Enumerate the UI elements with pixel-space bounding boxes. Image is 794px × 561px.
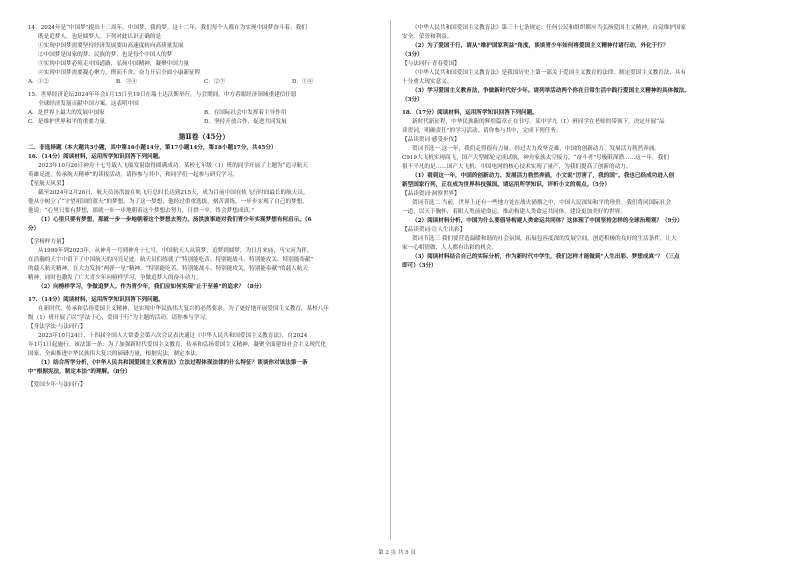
page-footer: 第 2 页 共 5 页 xyxy=(378,550,416,556)
question-text-line: 18．（17分）阅读材料，运用所学知识回答下列问题。 xyxy=(402,110,538,116)
answer-option: C．是维护世界和平的重要力量 xyxy=(28,119,105,125)
question-text-line: 2023年10月24日，十四届全国人大常委会第六次会议表决通过《中华人民共和国爱国主义教育法》，自2024 xyxy=(38,333,308,339)
question-text-line: C919大飞机实现商飞，国产大型邮轮完成试航，神舟家族太空接力，“奋斗者”号极限深潜……这一年，我们 xyxy=(402,155,669,161)
question-text-line: 2023年10月26日神舟十七号载人飞船发射取得圆满成功。某校七年级（1）班的同学开展了主题为“追寻航天 xyxy=(38,163,308,169)
question-text-line: （3）阅读材料结合自己的实际分析，作为新时代中学生，我们怎样才能做到“人生出彩、梦想成真”？（三点 xyxy=(412,254,680,260)
question-text-line: 家一心相情做，人人都有出彩的机会。 xyxy=(402,245,498,251)
question-text-line: （3）学习爱国主义教育法，争做新时代好少年。请列举活动两个你在日常生活中践行爱国主义精神的具体做法。 xyxy=(412,88,690,94)
left-column xyxy=(28,24,380,390)
question-text-line: （1）结合所学分析，《中华人民共和国爱国主义教育法》立法过程体现法律的什么特征？谈谈你对该法第一条 xyxy=(38,360,308,366)
question-text-line: 新时代新征程，中华民族新的辉煌篇章正在书写。某中学九（1）班同学在老师的带领下，决定开展“品 xyxy=(412,119,665,125)
question-text-line: 英雄足迹，传承航天精神”的读报活动。请你参与其中，和同学们一起参与研究学习。 xyxy=(28,172,238,178)
answer-options xyxy=(28,78,380,87)
question-text-line: 【品读贺词·洞察世界】 xyxy=(402,191,460,197)
question-text-line: 一道，以天下胸怀，着眼人类前途命运，推动构建人类命运共同体，建设更加美好的世界。 xyxy=(402,209,626,215)
answer-option: B．③④ xyxy=(116,79,137,85)
question-text-line: 既是追梦人，也是圆梦人。下列对此认识正确的是 xyxy=(38,34,162,40)
question-text-line: 【星航天风采】 xyxy=(28,181,68,187)
question-text-line: （3分） xyxy=(402,52,423,58)
question-text-line: 贺词节选三 我们要营造温暖和谐的社会氛围，拓展包容度深的发展空间，创造积极的良好的生活条件，让大 xyxy=(412,236,677,242)
question-text-line: 16．（14分）阅读材料，运用所学知识回答下列问题。 xyxy=(28,154,164,160)
question-text-line: 《中华人民共和国爱国主义教育法》第三十七条规定：任何公民和组织都应当弘扬爱国主义精神，自觉维护国家 xyxy=(412,25,687,31)
answer-options xyxy=(28,109,380,118)
answer-option: D．坚持开放合作，促进共同发展 xyxy=(204,119,287,125)
question-text-line: 【与法同行·青春爱国】 xyxy=(402,61,460,67)
question-text-line: （3分） xyxy=(402,97,423,103)
question-text-line: 【身法学法·与法同行】 xyxy=(28,324,86,330)
question-text-line: 很不平凡的是……国产大飞机、中国电网的核心技术实现了量产，为我们提高了创新的动力。 xyxy=(402,164,632,170)
question-text-line: 精神，同时也激发了广大青少年向榜样学习，争做追梦人的奋斗动力。 xyxy=(28,275,202,281)
question-text-line: ④实现中国梦需要凝心聚力，锲而不舍，奋力开启全面小康新征程 xyxy=(38,70,201,76)
question-text-line: 《中华人民共和国爱国主义教育法》是我国历史上第一部关于爱国主义教育的法律。制定爱国主义教育法，具有 xyxy=(412,70,687,76)
question-text-line: 的载人航天精神，在大力发扬“两弹一星”精神、“特别能吃苦、特别能战斗、特别能攻关、特别能奉献”的载人航天 xyxy=(28,266,308,272)
section-heading: 第Ⅱ卷（45分） xyxy=(178,132,230,141)
question-text-line: 级（1）班开展了以“学法于心，爱国于行”为主题的活动。请你参与学习。 xyxy=(28,315,211,321)
question-text-line: 【品读贺词·感受步伐】 xyxy=(402,137,460,143)
question-text-line: （1）心里只要有梦想，那就一步一步地朝着这个梦想去努力。汤洪波事迹对我们青少年实现梦想有何启示。（6 xyxy=(38,217,312,223)
answer-option: A．①② xyxy=(28,79,49,85)
question-text-line: 国家、全面推进中华民族伟大复兴的磅礴力量，根据宪法，制定本法。 xyxy=(28,351,202,357)
question-text-line: 17．（14分）阅读材料，运用所学知识回答下列问题。 xyxy=(28,297,164,303)
question-text-line: 在新时代，传承和弘扬爱国主义精神，是实现中华民族伟大复兴的必然要求。为了更好地开展爱国主义教育，某校八年 xyxy=(38,306,329,312)
question-text-line: 他说：“心里只要有梦想，那就一步一步地朝着这个梦想去努力，日拱一卒，终会梦想成真。” xyxy=(28,208,255,214)
question-text-line: ②中国梦是国家的梦、民族的梦，也是每个中国人的梦 xyxy=(38,52,173,58)
question-text-line: 年1月1日起施行。该法第一条：为了加强新时代爱国主义教育，传承和弘扬爱国主义精神，凝聚全面建设社会主义现代化 xyxy=(28,342,326,348)
question-text-line: ①实现中国梦需要坚持经济发展要由高速度转向高质量发展 xyxy=(38,43,184,49)
question-text-line: 在浩瀚的天宇中留下了中国航天的闪亮足迹。航天员们练就了“特别能吃苦、特别能战斗、特别能攻关、特别能奉献” xyxy=(28,257,314,263)
question-text-line: 截至2024年2月26日，航天员汤洪波在轨飞行总时长达到215天，成为目前中国在轨飞行时间最长的航天员。 xyxy=(38,190,309,196)
question-text-line: ③实现中国梦必须走中国道路，弘扬中国精神，凝聚中国力量 xyxy=(38,61,190,67)
column-divider xyxy=(390,20,391,540)
answer-option: A．是世界上最大的发展中国家 xyxy=(28,110,105,116)
question-text-line: 新型国家行列，正在成为世界科技强国。请运用所学知识，评析小文的观点。（5分） xyxy=(402,182,611,188)
answer-option: D．①④ xyxy=(292,79,314,85)
question-text-line: 即可）（3分） xyxy=(402,263,437,269)
question-text-line: 14．2024年是“中国梦”提出十二周年。中国梦，我的梦。这十二年，我们每个人都在为实现中国梦奋斗着。我们 xyxy=(28,25,307,31)
question-text-line: 全球经济发展贡献中国方案。这表明中国 xyxy=(38,101,139,107)
question-text-line: （2）阅读材料分析，中国为什么要倡导构建人类命运共同体？这体现了中国坚持怎样的全球治理观？（9分） xyxy=(412,218,683,224)
question-text-line: 贺词节选二 当前，世界上还有一些地方处在战火硝烟之中，中国人民深知和平的珍贵。我们将同国际社会 xyxy=(412,200,672,206)
question-text-line: （2）为了爱国于行，请从“维护国家利益”角度，谈谈青少年如何将爱国主义精神付诸行动，外化于行？ xyxy=(412,43,669,49)
question-text-line: 十分重大现实意义。 xyxy=(402,79,453,85)
question-text-line: 分） xyxy=(28,226,40,232)
question-text-line: 【品读贺词·让人生出彩】 xyxy=(402,227,466,233)
question-text-line: 从1999年到2023年，从神舟一号到神舟十七号，中国航天人从筑梦、追梦到圆梦，为日月来庙，马宝河为伴， xyxy=(38,248,313,254)
question-text-line: 中“根据宪法，制定本法”的理解。（8分） xyxy=(28,369,131,375)
question-text-line: 读贺词，明确责任”的学习活动。请你参与其中，完成下列任务。 xyxy=(402,128,562,134)
answer-option: B．在国际社会中发挥着主导作用 xyxy=(204,110,287,116)
answer-options xyxy=(28,118,380,127)
question-text-line: 贺词节选一 这一年，我们走得很有力量。经过大力攻坚克难，中国的创新动力、发展活力勃然奔涌。 xyxy=(412,146,660,152)
question-text-line: （2）向榜样学习，争做追梦人。作为青少年，我们应如何实现“止于至善”的追求？（8分） xyxy=(38,284,265,290)
question-text-line: （1）看到这一年，中国的创新动力、发展活力勃然奔涌，小文说“厉害了，我的国”。我也已经成功进入创 xyxy=(412,173,675,179)
right-column xyxy=(402,24,754,271)
question-text-line: 【学榜样力量】 xyxy=(28,239,68,245)
question-text-line: 15．世界经济论坛2024年年会1月15日至19日在瑞士达沃斯举行。与会期间，中方着眼经济领域重建信任愿 xyxy=(28,92,297,98)
question-text-line: 二、非选择题（本大题共3小题，其中第16小题14分，第17小题14分，第18小题17分，共45分） xyxy=(28,145,277,151)
question-text-line: 他从小树立了“守望祖国的蓝天”的梦想，为了这一梦想，他经过重重选拔，刻苦训练，一步步实现了自己的梦想。 xyxy=(28,199,308,205)
question-text-line: 安全、荣誉和利益。 xyxy=(402,34,453,40)
question-text-line: 【爱国少年·与法同行】 xyxy=(28,382,86,388)
answer-option: C．②③ xyxy=(204,79,226,85)
